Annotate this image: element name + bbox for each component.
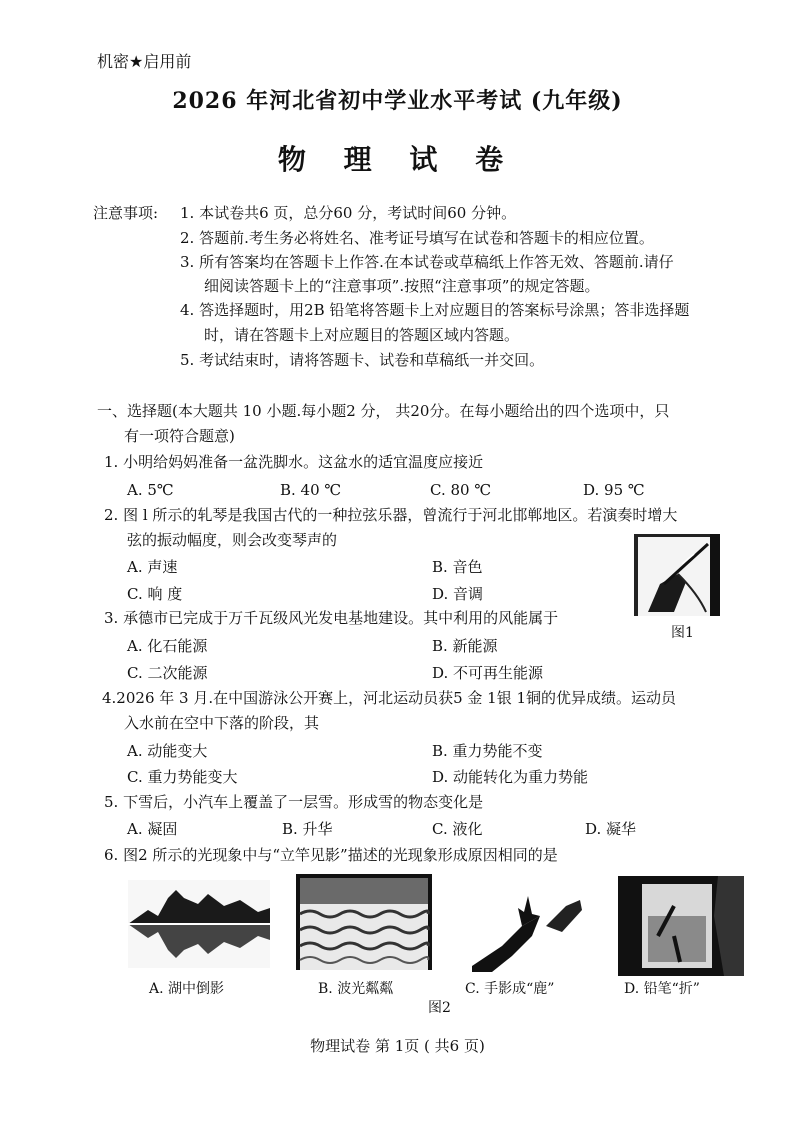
section-title-cont: 有一项符合题意): [124, 427, 235, 445]
q3-option-a: A. 化石能源: [127, 637, 208, 655]
question-5-stem: 5. 下雪后，小汽车上覆盖了一层雪。形成雪的物态变化是: [104, 793, 484, 811]
figure-1-caption: 图1: [671, 625, 694, 641]
note-item-3-cont: 细阅读答题卡上的“注意事项”.按照“注意事项”的规定答题。: [204, 277, 600, 295]
section-title: 一、选择题(本大题共 10 小题.每小题2 分， 共20分。在每小题给出的四个选项中，只: [97, 402, 670, 420]
q4-option-a: A. 动能变大: [127, 742, 208, 760]
figure-2d-caption: D. 铅笔“折”: [624, 981, 700, 997]
q5-option-d: D. 凝华: [585, 820, 637, 838]
figure-2a-caption: A. 湖中倒影: [149, 981, 225, 997]
q4-option-d: D. 动能转化为重力势能: [432, 768, 589, 786]
confidential-mark: 机密★启用前: [97, 52, 192, 71]
q1-option-a: A. 5℃: [127, 481, 174, 499]
note-item-4-cont: 时，请在答题卡上对应题目的答题区域内答题。: [204, 326, 520, 344]
figure-2a-image: [128, 880, 270, 968]
figure-2b-image: [296, 874, 432, 970]
question-4-stem: 4.2026 年 3 月.在中国游泳公开赛上，河北运动员获5 金 1银 1铜的优异成绩。运动员: [102, 689, 677, 707]
q1-option-d: D. 95 ℃: [583, 481, 645, 499]
note-item-3: 3. 所有答案均在答题卡上作答.在本试卷或草稿纸上作答无效、答题前.请仔: [180, 253, 674, 271]
figure-2-caption: 图2: [428, 1000, 451, 1016]
q3-option-c: C. 二次能源: [127, 664, 208, 682]
q5-option-b: B. 升华: [282, 820, 333, 838]
q4-option-c: C. 重力势能变大: [127, 768, 238, 786]
figure-1-image: [634, 534, 720, 616]
figure-2c-image: [462, 886, 586, 972]
note-item-5: 5. 考试结束时，请将答题卡、试卷和草稿纸一并交回。: [180, 351, 545, 369]
q5-option-c: C. 液化: [432, 820, 483, 838]
q1-option-c: C. 80 ℃: [430, 481, 492, 499]
page-footer: 物理试卷 第 1页 ( 共6 页): [310, 1037, 485, 1055]
note-item-2: 2. 答题前.考生务必将姓名、准考证号填写在试卷和答题卡的相应位置。: [180, 229, 654, 247]
notes-label: 注意事项:: [93, 204, 159, 222]
q3-option-d: D. 不可再生能源: [432, 664, 544, 682]
q3-option-b: B. 新能源: [432, 637, 498, 655]
exam-title: 2026 年河北省初中学业水平考试 (九年级): [172, 88, 623, 114]
question-2-stem: 2. 图 l 所示的轧琴是我国古代的一种拉弦乐器，曾流行于河北邯郸地区。若演奏时增大: [104, 506, 678, 524]
q2-option-c: C. 响 度: [127, 585, 183, 603]
figure-2b-caption: B. 波光粼粼: [318, 981, 394, 997]
note-item-1: 1. 本试卷共6 页，总分60 分，考试时间60 分钟。: [180, 204, 517, 222]
question-1-stem: 1. 小明给妈妈准备一盆洗脚水。这盆水的适宜温度应接近: [104, 453, 484, 471]
q2-option-b: B. 音色: [432, 558, 483, 576]
question-3-stem: 3. 承德市已完成于万千瓦级风光发电基地建设。其中利用的风能属于: [104, 609, 559, 627]
q2-option-d: D. 音调: [432, 585, 484, 603]
figure-2d-image: [618, 876, 744, 976]
question-4-stem-cont: 入水前在空中下落的阶段，其: [124, 714, 320, 732]
note-item-4: 4. 答选择题时，用2B 铅笔将答题卡上对应题目的答案标号涂黑；答非选择题: [180, 301, 690, 319]
q2-option-a: A. 声速: [127, 558, 178, 576]
q5-option-a: A. 凝固: [127, 820, 178, 838]
q4-option-b: B. 重力势能不变: [432, 742, 543, 760]
figure-2c-caption: C. 手影成“鹿”: [465, 981, 555, 997]
q1-option-b: B. 40 ℃: [280, 481, 342, 499]
question-2-stem-cont: 弦的振动幅度，则会改变琴声的: [127, 531, 338, 549]
question-6-stem: 6. 图2 所示的光现象中与“立竿见影”描述的光现象形成原因相同的是: [104, 846, 558, 864]
subject-title: 物 理 试 卷: [277, 143, 518, 176]
